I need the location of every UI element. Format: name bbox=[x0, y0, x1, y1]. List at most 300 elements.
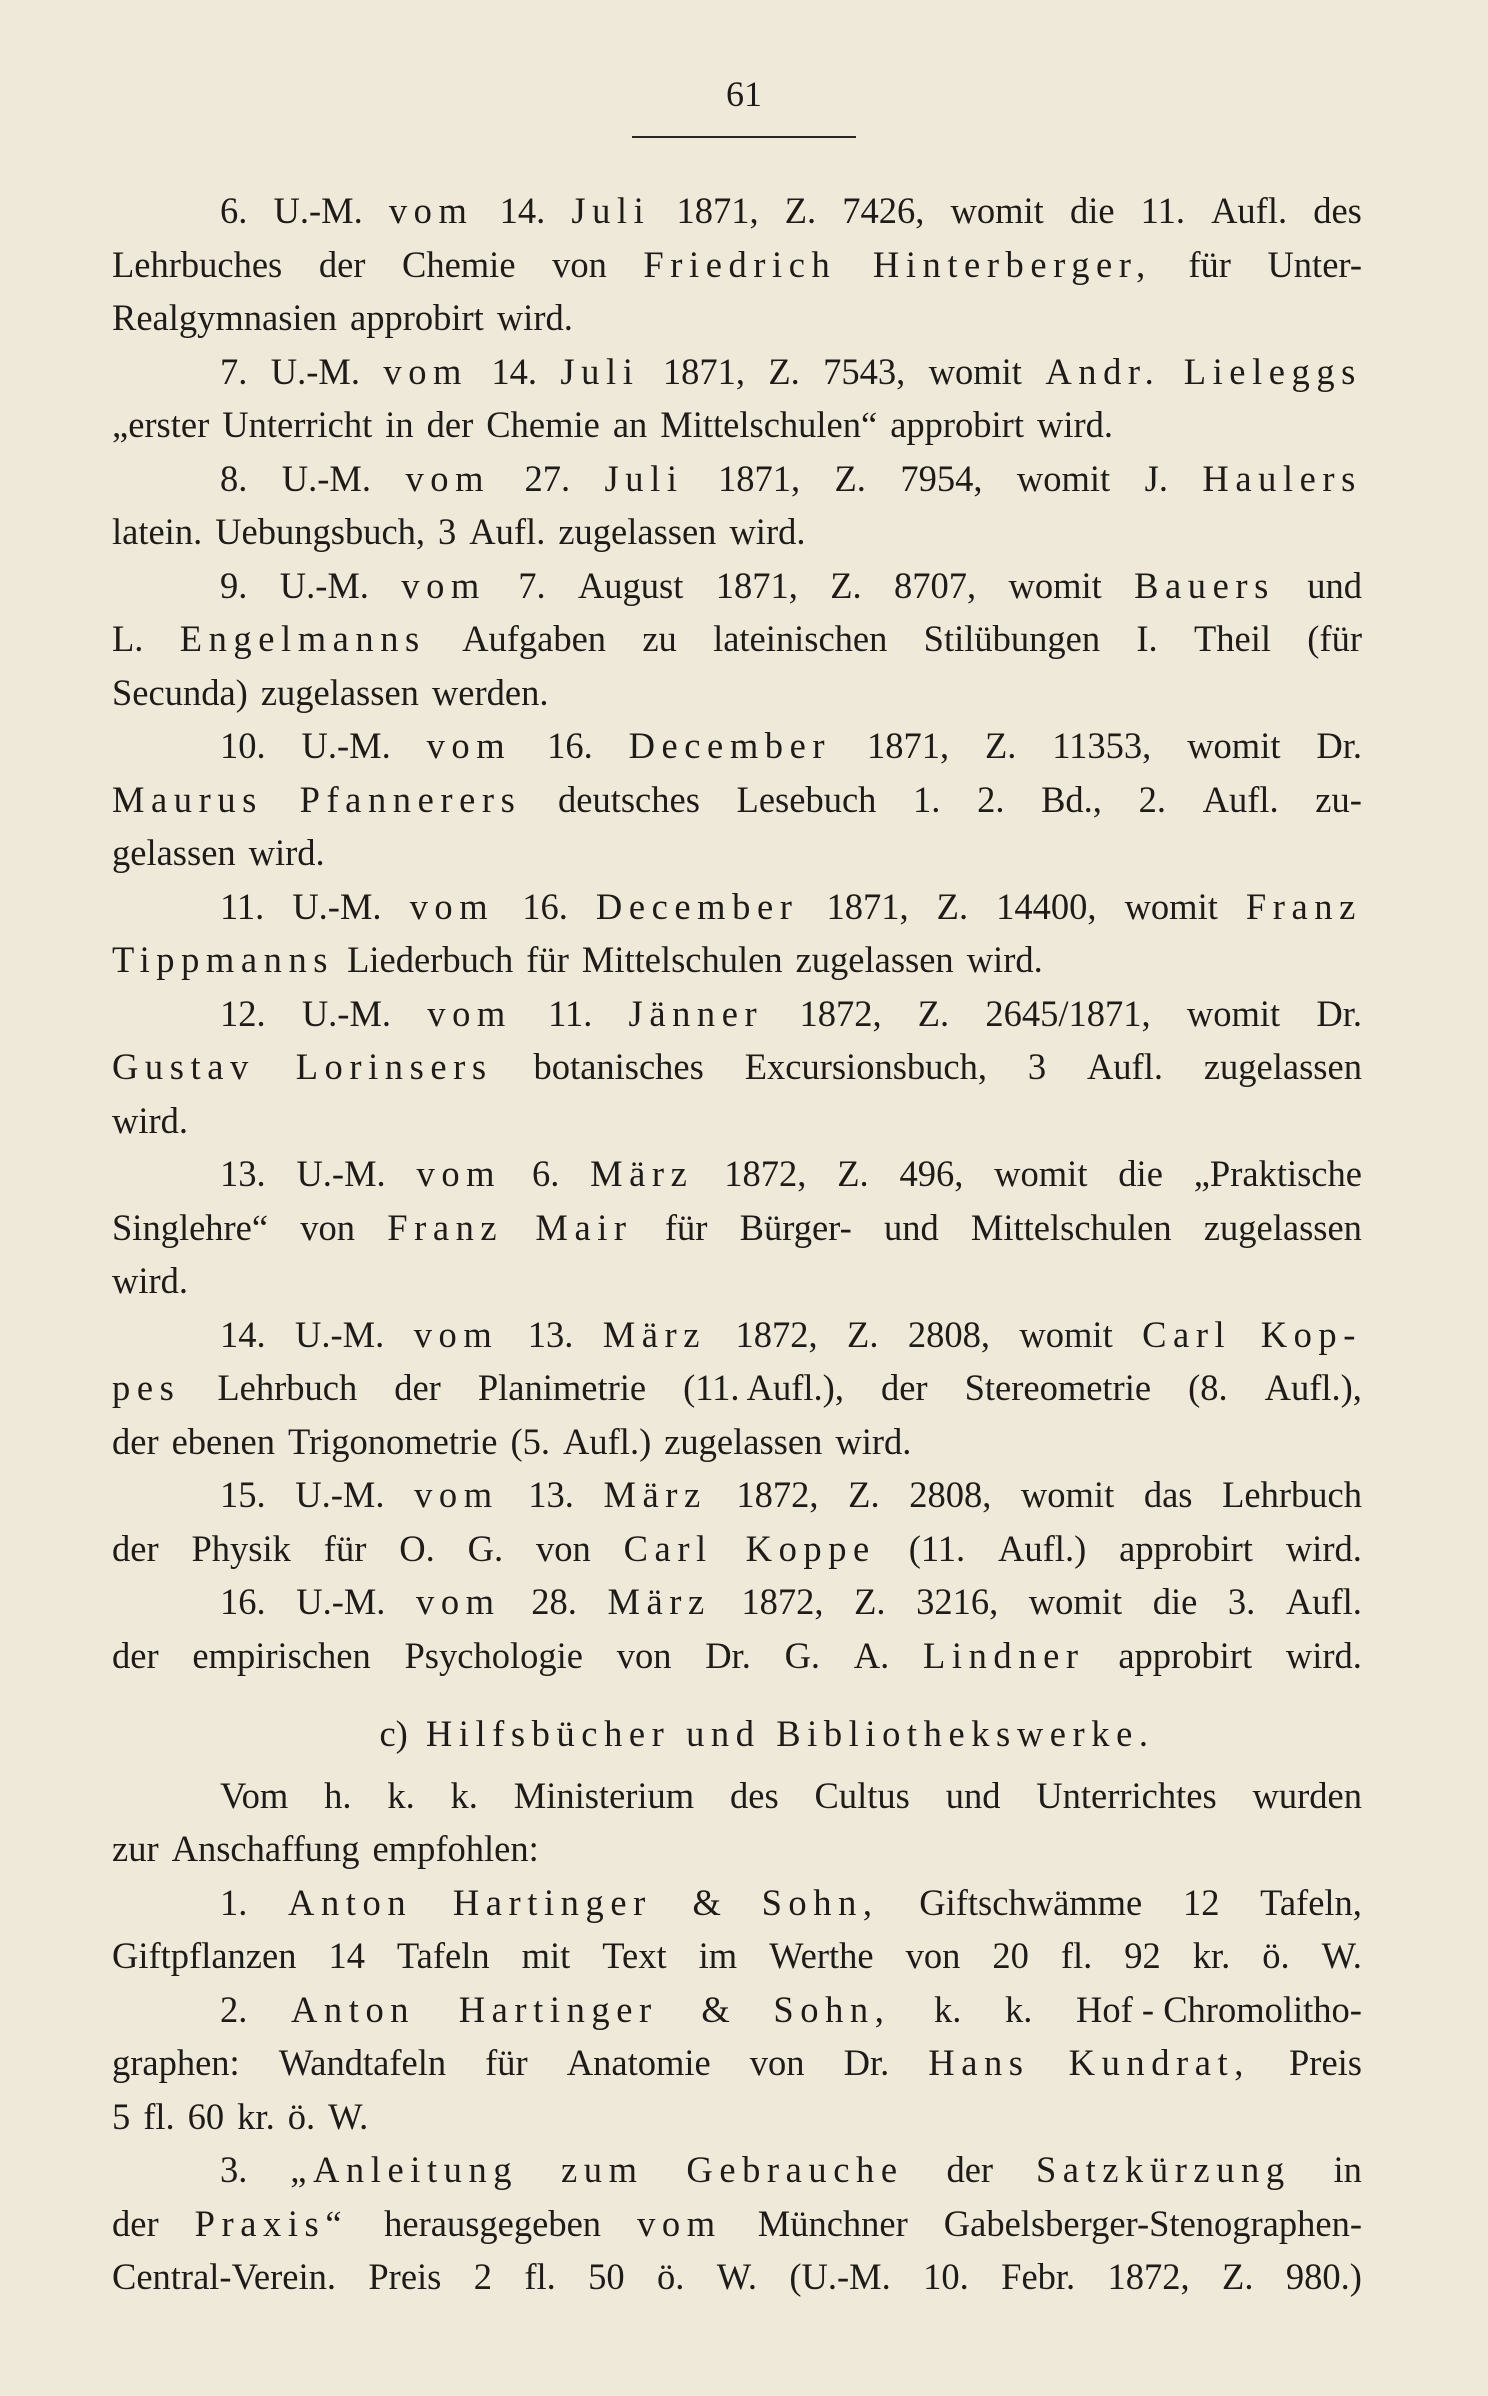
word: 1871, bbox=[717, 457, 801, 499]
word: 11. bbox=[1140, 190, 1185, 231]
word: wird. bbox=[496, 297, 573, 338]
word: Koppe bbox=[745, 1527, 876, 1569]
word: Lesebuch bbox=[736, 778, 877, 820]
word: & bbox=[701, 1988, 730, 2030]
word: Text bbox=[602, 1935, 667, 1976]
word: Giftschwämme bbox=[919, 1881, 1143, 1923]
word: vom bbox=[414, 1474, 499, 1515]
word: von bbox=[300, 1206, 356, 1248]
word: 16. bbox=[522, 885, 568, 927]
word: Lehrbuch bbox=[1222, 1474, 1362, 1515]
text-line bbox=[112, 1876, 1362, 1930]
word: der bbox=[426, 404, 474, 445]
word: Wandtafeln bbox=[278, 2042, 447, 2083]
word: ö. bbox=[1262, 1935, 1290, 1976]
word: 7954, bbox=[900, 457, 983, 499]
decree-entry bbox=[112, 1575, 1362, 1682]
text-line bbox=[112, 1468, 1362, 1522]
word: U.-M. bbox=[292, 885, 382, 927]
decree-entry bbox=[112, 987, 1362, 1148]
word: Z. bbox=[854, 1581, 886, 1622]
word: 16. bbox=[547, 725, 593, 766]
word: A. bbox=[853, 1634, 890, 1676]
text-line bbox=[112, 1769, 1362, 1823]
word: „Praktische bbox=[1193, 1153, 1362, 1194]
word: 20 bbox=[992, 1935, 1029, 1976]
word: zugelassen bbox=[260, 671, 419, 713]
word: Unter- bbox=[1267, 243, 1362, 285]
word: vom bbox=[637, 2202, 722, 2244]
word: 1. bbox=[220, 1881, 248, 1923]
word: Unterrichtes bbox=[1036, 1774, 1217, 1816]
word: & bbox=[692, 1881, 721, 1923]
word: wird. bbox=[248, 832, 325, 873]
text-line bbox=[112, 880, 1362, 934]
word: vom bbox=[416, 1153, 502, 1194]
word: Lehrbuch bbox=[217, 1367, 358, 1408]
text-line bbox=[112, 1983, 1362, 2037]
word: 6. bbox=[531, 1153, 560, 1194]
decree-entry bbox=[112, 880, 1362, 987]
word: Z. bbox=[1222, 2256, 1254, 2297]
word: U.-M. bbox=[281, 457, 372, 499]
word: Liederbuch bbox=[347, 939, 514, 980]
word: Mair bbox=[535, 1206, 633, 1248]
word: (11. Aufl.), bbox=[683, 1367, 844, 1408]
text-line bbox=[112, 987, 1362, 1041]
decree-entry bbox=[112, 559, 1362, 720]
word: December bbox=[595, 885, 799, 927]
word: der bbox=[880, 1367, 928, 1408]
word: wird. bbox=[1036, 404, 1114, 445]
word: pes bbox=[112, 1367, 181, 1408]
word: Aufl.) bbox=[563, 1420, 652, 1462]
word: das bbox=[1143, 1474, 1193, 1515]
word: für bbox=[526, 939, 569, 980]
word: Planimetrie bbox=[477, 1367, 647, 1408]
word: 8707, bbox=[894, 564, 977, 606]
word: U.-M. bbox=[296, 1153, 386, 1194]
word: L. bbox=[112, 618, 144, 659]
word: 11. bbox=[220, 885, 265, 927]
word: womit bbox=[950, 190, 1044, 231]
word: Werthe bbox=[769, 1935, 874, 1976]
word: U.-M. bbox=[295, 1313, 385, 1355]
word: 7426, bbox=[842, 190, 925, 231]
word: Aufl.), bbox=[1264, 1367, 1362, 1408]
word: 3 bbox=[438, 511, 457, 552]
word: 3 bbox=[1027, 1046, 1047, 1087]
text-line bbox=[112, 773, 1362, 827]
word: Z. bbox=[830, 564, 862, 606]
word: im bbox=[698, 1935, 738, 1976]
word: 2808, bbox=[907, 1313, 990, 1355]
word: Z. bbox=[768, 350, 800, 392]
word: Singlehre“ bbox=[112, 1206, 269, 1248]
word: der bbox=[946, 2149, 994, 2190]
word: Sohn, bbox=[773, 1988, 891, 2030]
word: Bauers bbox=[1134, 564, 1275, 606]
word: Dr. bbox=[1316, 992, 1362, 1034]
word: Anschaffung bbox=[171, 1828, 360, 1869]
word: zugelassen bbox=[795, 939, 954, 980]
word: 1872, bbox=[741, 1581, 824, 1622]
word: Dr. bbox=[843, 2042, 890, 2083]
word: der bbox=[112, 1634, 159, 1676]
word: wurden bbox=[1252, 1774, 1362, 1816]
text-line bbox=[112, 2090, 1362, 2144]
word: Juli bbox=[604, 457, 684, 499]
word: empirischen bbox=[192, 1634, 371, 1676]
word: Anatomie bbox=[566, 2042, 711, 2083]
word: 14. bbox=[220, 1313, 266, 1355]
header-rule bbox=[632, 136, 856, 138]
decree-entry bbox=[112, 452, 1362, 559]
word: Gebrauche bbox=[686, 2149, 904, 2190]
word: zu- bbox=[1315, 778, 1362, 820]
word: 6. bbox=[220, 190, 248, 231]
word: Aufl. bbox=[1211, 190, 1288, 231]
word: Bd., bbox=[1041, 778, 1102, 820]
word: Febr. bbox=[1001, 2256, 1076, 2297]
word: Chemie bbox=[402, 243, 516, 285]
word: der bbox=[394, 1367, 441, 1408]
word: von bbox=[552, 243, 607, 285]
word: 11. bbox=[548, 992, 593, 1034]
word: werden. bbox=[431, 671, 549, 713]
word: Satzkürzung bbox=[1035, 2149, 1291, 2190]
word: zu bbox=[642, 618, 677, 659]
word: Kundrat, bbox=[1068, 2042, 1250, 2083]
recommendation-entry bbox=[112, 1876, 1362, 1983]
word: vom bbox=[427, 992, 512, 1034]
text-line bbox=[112, 1308, 1362, 1362]
text-line bbox=[112, 719, 1362, 773]
word: zugelassen bbox=[1203, 1046, 1362, 1087]
word: wird. bbox=[1285, 1634, 1362, 1676]
word: 1. bbox=[913, 778, 941, 820]
word: Gabelsberger-Stenographen- bbox=[943, 2202, 1362, 2244]
word: Mittelschulen bbox=[970, 1206, 1172, 1248]
word: k. bbox=[450, 1774, 478, 1816]
word: Lindner bbox=[923, 1634, 1085, 1676]
text-line bbox=[112, 1361, 1362, 1415]
word: Mittelschulen“ bbox=[660, 404, 878, 445]
text-line bbox=[112, 666, 1362, 720]
word: December bbox=[628, 725, 832, 766]
word: Vom bbox=[220, 1774, 289, 1816]
word: von bbox=[536, 1527, 591, 1569]
word: lateinischen bbox=[713, 618, 888, 659]
word: fl. bbox=[1060, 1935, 1093, 1976]
word: W. bbox=[716, 2256, 758, 2297]
word: 13. bbox=[220, 1153, 266, 1194]
word: herausgegeben bbox=[384, 2202, 602, 2244]
word: womit bbox=[1186, 992, 1281, 1034]
word: 1871, bbox=[866, 725, 950, 766]
word: des bbox=[1313, 190, 1362, 231]
word: 3. bbox=[1227, 1581, 1256, 1622]
text-line bbox=[112, 2036, 1362, 2090]
word: zum bbox=[560, 2149, 644, 2190]
word: U.-M. bbox=[279, 564, 369, 606]
word: des bbox=[730, 1774, 779, 1816]
word: vom bbox=[426, 725, 512, 766]
word: Carl bbox=[1142, 1313, 1232, 1355]
word: Praxis“ bbox=[194, 2202, 349, 2244]
text-line bbox=[112, 559, 1362, 613]
word: und bbox=[945, 1774, 1001, 1816]
word: womit bbox=[1187, 725, 1281, 766]
text-line bbox=[112, 2143, 1362, 2197]
word: ebenen bbox=[171, 1420, 275, 1462]
word: Uebungsbuch, bbox=[215, 511, 426, 552]
word: die bbox=[1118, 1153, 1163, 1194]
word: Z. bbox=[847, 1313, 879, 1355]
page-body bbox=[112, 184, 1362, 2304]
word: 3. bbox=[220, 2149, 248, 2190]
word: J. bbox=[1144, 457, 1168, 499]
word: Aufl. bbox=[1202, 778, 1279, 820]
word: 14. bbox=[499, 190, 546, 231]
word: 2808, bbox=[909, 1474, 992, 1515]
word: Kop- bbox=[1260, 1313, 1362, 1355]
word: Aufl. bbox=[1285, 1581, 1362, 1622]
text-line bbox=[112, 612, 1362, 666]
word: Andr. bbox=[1045, 350, 1161, 392]
word: Z. bbox=[984, 725, 1017, 766]
word: 28. bbox=[531, 1581, 577, 1622]
text-line bbox=[112, 345, 1362, 399]
word: Maurus bbox=[112, 778, 263, 820]
word: (für bbox=[1307, 618, 1362, 659]
word: März bbox=[607, 1581, 711, 1622]
word: Stilübungen bbox=[923, 618, 1101, 659]
decree-entry bbox=[112, 184, 1362, 345]
word: Giftpflanzen bbox=[112, 1935, 297, 1976]
word: wird. bbox=[966, 939, 1043, 980]
word: „Anleitung bbox=[290, 2149, 519, 2190]
word: Hartinger bbox=[458, 1988, 658, 2030]
word: zur bbox=[112, 1828, 159, 1869]
word: 2 bbox=[473, 2256, 492, 2297]
word: I. bbox=[1136, 618, 1158, 659]
word: Juli bbox=[560, 350, 640, 392]
page-number: 61 bbox=[726, 74, 762, 114]
word: U.-M. bbox=[301, 992, 392, 1034]
word: März bbox=[602, 1313, 707, 1355]
word: 1872, bbox=[724, 1153, 807, 1194]
text-line bbox=[112, 1575, 1362, 1629]
word: womit bbox=[1016, 457, 1111, 499]
word: der bbox=[112, 2202, 159, 2244]
word: 92 bbox=[1124, 1935, 1161, 1976]
word: 16. bbox=[220, 1581, 266, 1622]
word: approbirt bbox=[1118, 1634, 1253, 1676]
word: 2. bbox=[977, 778, 1005, 820]
word: vom bbox=[409, 885, 495, 927]
word: Z. bbox=[936, 885, 969, 927]
word: wird. bbox=[835, 1420, 912, 1462]
word: Physik bbox=[191, 1527, 291, 1569]
text-line bbox=[112, 2197, 1362, 2251]
word: Theil bbox=[1193, 618, 1271, 659]
text-line bbox=[112, 1415, 1362, 1469]
word: Aufl. bbox=[1086, 1046, 1163, 1087]
word: Hans bbox=[928, 2042, 1030, 2083]
word: vom bbox=[416, 1581, 501, 1622]
word: 1871, bbox=[662, 350, 745, 392]
word: Aufgaben bbox=[462, 618, 607, 659]
word: womit bbox=[1008, 564, 1102, 606]
word: 14 bbox=[328, 1935, 365, 1976]
word: 13. bbox=[528, 1474, 574, 1515]
word: womit bbox=[1020, 1474, 1115, 1515]
word: 1872, bbox=[736, 1474, 819, 1515]
word: vom bbox=[413, 1313, 499, 1355]
text-line bbox=[112, 398, 1362, 452]
word: womit bbox=[928, 350, 1022, 392]
word: vom bbox=[388, 190, 474, 231]
word: von bbox=[616, 1634, 672, 1676]
word: Z. bbox=[848, 1474, 880, 1515]
text-line bbox=[112, 184, 1362, 238]
word: Chemie bbox=[486, 404, 600, 445]
word: k. bbox=[387, 1774, 415, 1816]
word: in bbox=[1333, 2149, 1362, 2190]
word: wird. bbox=[112, 1099, 189, 1141]
word: 980.) bbox=[1285, 2256, 1362, 2297]
text-line bbox=[112, 2250, 1362, 2304]
word: Hof - Chromolitho- bbox=[1076, 1988, 1362, 2030]
word: 1871, bbox=[826, 885, 909, 927]
word: März bbox=[590, 1153, 694, 1194]
word: Carl bbox=[623, 1527, 713, 1569]
word: (5. bbox=[510, 1420, 551, 1462]
section-intro bbox=[112, 1769, 1362, 1876]
word: U.-M. bbox=[270, 350, 360, 392]
word: ö. bbox=[657, 2256, 685, 2297]
decree-entry bbox=[112, 1147, 1362, 1308]
word: graphen: bbox=[112, 2042, 240, 2083]
word: G. bbox=[784, 1634, 821, 1676]
section-heading-title: Hilfsbücher und Bibliothekswerke. bbox=[425, 1713, 1155, 1754]
word: zugelassen bbox=[664, 1420, 823, 1462]
word: 2645/1871, bbox=[985, 992, 1151, 1034]
word: Aufl. bbox=[469, 511, 546, 552]
decree-entry bbox=[112, 1308, 1362, 1469]
word: Realgymnasien bbox=[112, 297, 338, 338]
word: Hartinger bbox=[452, 1881, 652, 1923]
word: gelassen bbox=[112, 832, 236, 873]
word: W. bbox=[1321, 1935, 1362, 1976]
recommendation-entry bbox=[112, 1983, 1362, 2144]
text-line bbox=[112, 1629, 1362, 1683]
word: Z. bbox=[784, 190, 817, 231]
word: Excursionsbuch, bbox=[744, 1046, 987, 1087]
text-line bbox=[112, 452, 1362, 506]
word: und bbox=[883, 1206, 939, 1248]
word: U.-M. bbox=[301, 725, 391, 766]
word: womit bbox=[994, 1153, 1088, 1194]
word: (U.-M. bbox=[789, 2256, 891, 2297]
word: Z. bbox=[834, 457, 866, 499]
word: 1872, bbox=[1107, 2256, 1190, 2297]
word: 27. bbox=[524, 457, 571, 499]
word: W. bbox=[328, 2095, 369, 2137]
word: an bbox=[612, 404, 648, 445]
text-line bbox=[112, 933, 1362, 987]
word: wird. bbox=[1285, 1527, 1362, 1569]
word: 10. bbox=[220, 725, 266, 766]
word: latein. bbox=[112, 511, 203, 552]
word: 3216, bbox=[916, 1581, 999, 1622]
word: zugelassen bbox=[1203, 1206, 1362, 1248]
word: empfohlen: bbox=[372, 1828, 539, 1869]
word: 7. bbox=[220, 350, 248, 392]
word: k. bbox=[934, 1988, 962, 2030]
word: für bbox=[1188, 243, 1231, 285]
word: August bbox=[577, 564, 684, 606]
word: Anton bbox=[288, 1881, 413, 1923]
word: Jänner bbox=[628, 992, 764, 1034]
word: vom bbox=[405, 457, 491, 499]
text-line bbox=[112, 1254, 1362, 1308]
word: Tafeln bbox=[396, 1935, 490, 1976]
word: für bbox=[664, 1206, 708, 1248]
word: Preis bbox=[1289, 2042, 1362, 2083]
word: 60 bbox=[187, 2095, 225, 2137]
word: Preis bbox=[368, 2256, 442, 2297]
word: Z. bbox=[917, 992, 950, 1034]
word: Juli bbox=[571, 190, 651, 231]
recommendation-entry bbox=[112, 2143, 1362, 2304]
text-line bbox=[112, 1822, 1362, 1876]
text-line bbox=[112, 505, 1362, 559]
decree-entry bbox=[112, 719, 1362, 880]
word: fl. bbox=[524, 2256, 556, 2297]
text-line bbox=[112, 1522, 1362, 1576]
text-line bbox=[112, 238, 1362, 292]
word: deutsches bbox=[558, 778, 700, 820]
section-heading bbox=[112, 1707, 1362, 1761]
word: Haulers bbox=[1202, 457, 1362, 499]
word: 11353, bbox=[1052, 725, 1152, 766]
word: 15. bbox=[220, 1474, 266, 1515]
word: mit bbox=[521, 1935, 571, 1976]
word: Dr. bbox=[1316, 725, 1362, 766]
word: Lehrbuches bbox=[112, 243, 283, 285]
word: 9. bbox=[220, 564, 248, 606]
word: 12. bbox=[220, 992, 266, 1034]
word: Münchner bbox=[757, 2202, 908, 2244]
word: vom bbox=[401, 564, 486, 606]
word: Franz bbox=[387, 1206, 504, 1248]
text-line bbox=[112, 1147, 1362, 1201]
word: G. bbox=[467, 1527, 504, 1569]
word: approbirt bbox=[1119, 1527, 1253, 1569]
word: Aufl.) bbox=[998, 1527, 1087, 1569]
word: U.-M. bbox=[273, 190, 363, 231]
word: März bbox=[603, 1474, 707, 1515]
word: Sohn, bbox=[761, 1881, 879, 1923]
word: (8. bbox=[1188, 1367, 1228, 1408]
word: approbirt bbox=[350, 297, 484, 338]
text-line bbox=[112, 826, 1362, 880]
word: 7543, bbox=[823, 350, 906, 392]
word: Anton bbox=[291, 1988, 416, 2030]
word: für bbox=[323, 1527, 367, 1569]
